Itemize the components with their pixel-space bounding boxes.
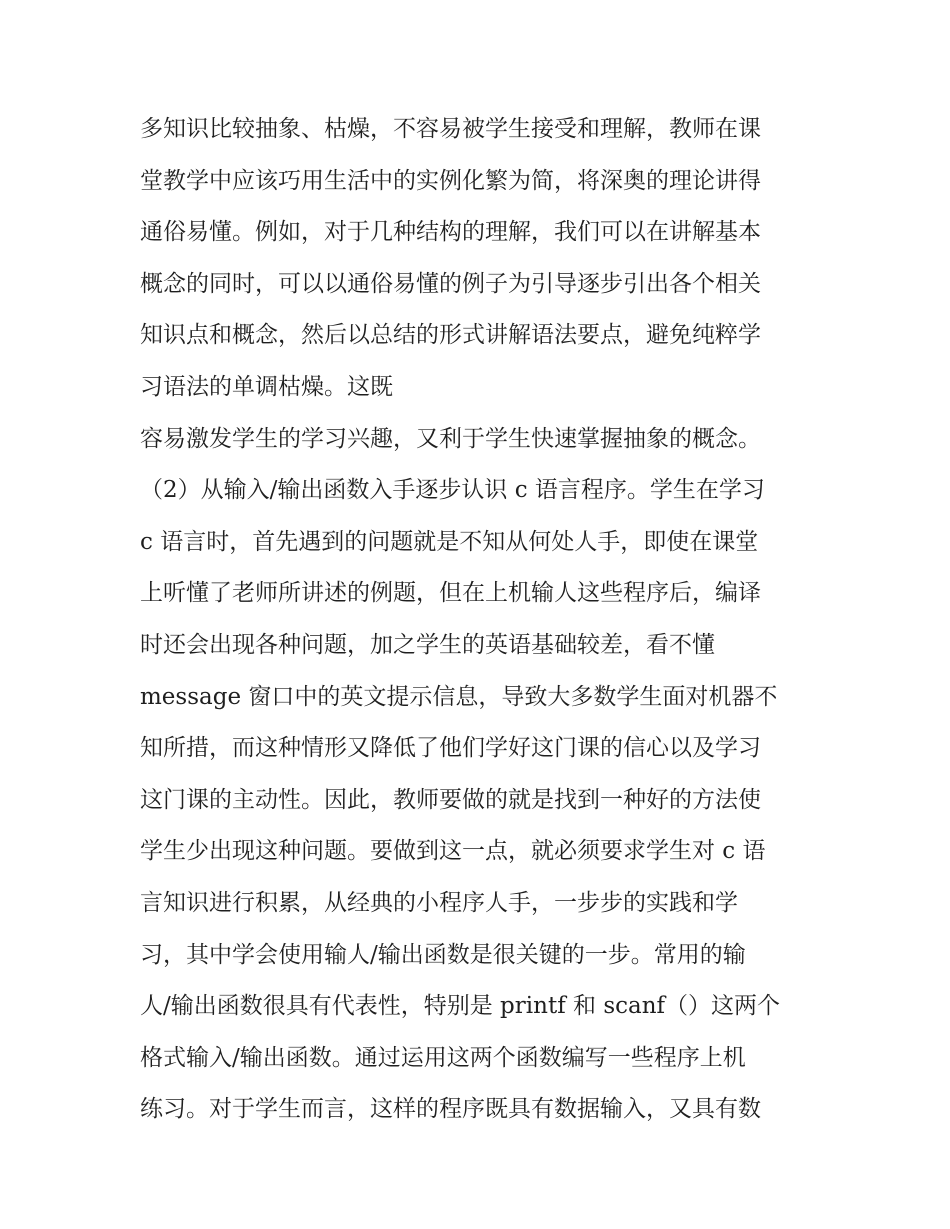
text-line: （2）从输入/输出函数入手逐步认识 c 语言程序。学生在学习 xyxy=(140,477,765,504)
text-line: 格式输入/输出函数。通过运用这两个函数编写一些程序上机 xyxy=(140,1044,746,1071)
text-line: 人/输出函数很具有代表性，特别是 printf 和 scanf（）这两个 xyxy=(140,993,781,1020)
text-line: 练习。对于学生而言，这样的程序既具有数据输入，又具有数 xyxy=(140,1096,761,1123)
text-line: 言知识进行积累，从经典的小程序人手，一步步的实践和学 xyxy=(140,889,738,916)
text-line: c 语言时，首先遇到的问题就是不知从何处人手，即使在课堂 xyxy=(140,528,759,555)
text-line: 上听懂了老师所讲述的例题，但在上机输人这些程序后，编译 xyxy=(140,580,761,607)
text-line: 堂教学中应该巧用生活中的实例化繁为简，将深奥的理论讲得 xyxy=(140,167,761,194)
text-line: 概念的同时，可以以通俗易懂的例子为引导逐步引出各个相关 xyxy=(140,270,761,297)
text-line: 多知识比较抽象、枯燥，不容易被学生接受和理解，教师在课 xyxy=(140,116,761,142)
text-line: 容易激发学生的学习兴趣，又利于学生快速掌握抽象的概念。 xyxy=(140,425,761,452)
text-line: 通俗易懂。例如，对于几种结构的理解，我们可以在讲解基本 xyxy=(140,219,761,246)
text-line: 习语法的单调枯燥。这既 xyxy=(140,373,393,400)
text-line: message 窗口中的英文提示信息，导致大多数学生面对机器不 xyxy=(140,683,778,710)
body-text xyxy=(140,104,830,1136)
text-line: 时还会出现各种问题，加之学生的英语基础较差，看不懂 xyxy=(140,631,715,658)
text-line: 这门课的主动性。因此，教师要做的就是找到一种好的方法使 xyxy=(140,786,761,813)
text-line: 知识点和概念，然后以总结的形式讲解语法要点，避免纯粹学 xyxy=(140,322,761,349)
text-line: 习，其中学会使用输人/输出函数是很关键的一步。常用的输 xyxy=(140,941,746,968)
text-line: 知所措，而这种情形又降低了他们学好这门课的信心以及学习 xyxy=(140,735,761,762)
text-line: 学生少出现这种问题。要做到这一点，就必须要求学生对 c 语 xyxy=(140,838,766,865)
